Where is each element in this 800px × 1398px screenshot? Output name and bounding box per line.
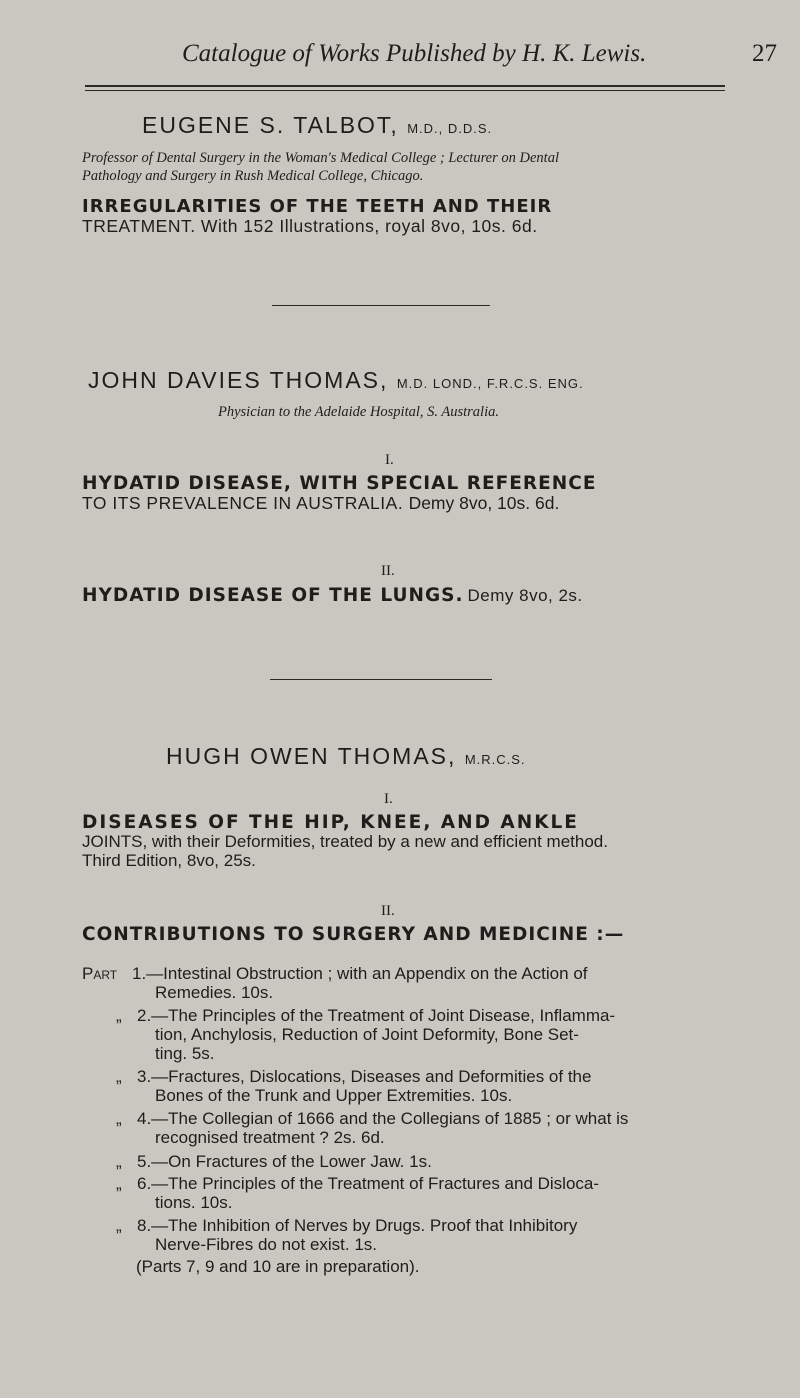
part-prefix: „ — [116, 1152, 122, 1171]
part-line: 5.—On Fractures of the Lower Jaw. 1s. — [137, 1152, 432, 1171]
affiliation-line: Pathology and Surgery in Rush Medical College, Chicago. — [82, 168, 424, 184]
part-line: recognised treatment ? 2s. 6d. — [155, 1128, 385, 1147]
author-name: HUGH OWEN THOMAS, — [166, 743, 457, 769]
part-line: 2.—The Principles of the Treatment of Joint Disease, Inflamma- — [137, 1006, 616, 1025]
part-prefix: „ — [116, 1067, 122, 1086]
author-credentials: M.D. LOND., F.R.C.S. ENG. — [396, 376, 584, 391]
work-line — [82, 585, 583, 606]
author-name: JOHN DAVIES THOMAS, — [88, 367, 389, 393]
work-price: Demy 8vo, 2s. — [467, 586, 583, 605]
section-divider — [272, 305, 490, 306]
work-title: CONTRIBUTIONS TO SURGERY AND MEDICINE :— — [82, 924, 625, 945]
part-prefix: Part — [82, 964, 118, 983]
part-line: 6.—The Principles of the Treatment of Fractures and Disloca- — [137, 1174, 600, 1193]
part-line: 4.—The Collegian of 1666 and the Collegians of 1885 ; or what is — [137, 1109, 629, 1128]
part-line: 8.—The Inhibition of Nerves by Drugs. Proof that Inhibitory — [137, 1216, 578, 1235]
author-credentials: M.D., D.D.S. — [407, 121, 493, 136]
work-detail — [82, 493, 559, 514]
header-rule-thin — [85, 90, 725, 91]
part-prefix: „ — [116, 1174, 122, 1193]
work-title: HYDATID DISEASE OF THE LUNGS. — [82, 585, 464, 606]
work-numeral: I. — [385, 452, 394, 468]
work-detail: Third Edition, 8vo, 25s. — [82, 851, 256, 870]
work-numeral: II. — [381, 903, 395, 919]
header-rule — [85, 85, 725, 87]
part-line: tions. 10s. — [155, 1193, 233, 1212]
part-line: Remedies. 10s. — [155, 983, 274, 1002]
affiliation-line: Physician to the Adelaide Hospital, S. Australia. — [218, 404, 499, 420]
author-credentials: M.R.C.S. — [464, 752, 526, 767]
part-prefix: „ — [116, 1109, 122, 1128]
work-title: HYDATID DISEASE, WITH SPECIAL REFERENCE — [82, 473, 597, 494]
affiliation-line: Professor of Dental Surgery in the Woman's Medical College ; Lecturer on Dental — [82, 150, 559, 166]
work-price: Demy 8vo, 10s. 6d. — [408, 493, 560, 513]
preparation-note: (Parts 7, 9 and 10 are in preparation). — [136, 1257, 420, 1276]
work-title: IRREGULARITIES OF THE TEETH AND THEIR — [82, 196, 553, 217]
work-numeral: I. — [384, 791, 393, 807]
author-talbot — [142, 112, 492, 139]
work-detail: JOINTS, with their Deformities, treated by a new and efficient method. — [82, 832, 608, 851]
part-line: 1.—Intestinal Obstruction ; with an Appendix on the Action of — [132, 964, 588, 983]
author-name: EUGENE S. TALBOT, — [142, 112, 399, 138]
work-detail: TREATMENT. With 152 Illustrations, royal 8vo, 10s. 6d. — [82, 216, 538, 236]
part-line: 3.—Fractures, Dislocations, Diseases and Deformities of the — [137, 1067, 592, 1086]
work-title: DISEASES OF THE HIP, KNEE, AND ANKLE — [82, 812, 579, 833]
part-line: Nerve-Fibres do not exist. 1s. — [155, 1235, 378, 1254]
work-detail-text: TO ITS PREVALENCE IN AUSTRALIA. — [82, 493, 404, 513]
author-davies-thomas — [88, 367, 584, 394]
part-line: tion, Anchylosis, Reduction of Joint Deformity, Bone Set- — [155, 1025, 579, 1044]
section-divider — [270, 679, 492, 680]
part-line: Bones of the Trunk and Upper Extremities. 10s. — [155, 1086, 513, 1105]
author-owen-thomas — [166, 743, 526, 770]
work-numeral: II. — [381, 563, 395, 579]
part-prefix: „ — [116, 1216, 122, 1235]
page-number: 27 — [752, 40, 777, 67]
part-line: ting. 5s. — [155, 1044, 215, 1063]
part-prefix: „ — [116, 1006, 122, 1025]
running-title: Catalogue of Works Published by H. K. Lewis. — [182, 40, 647, 67]
